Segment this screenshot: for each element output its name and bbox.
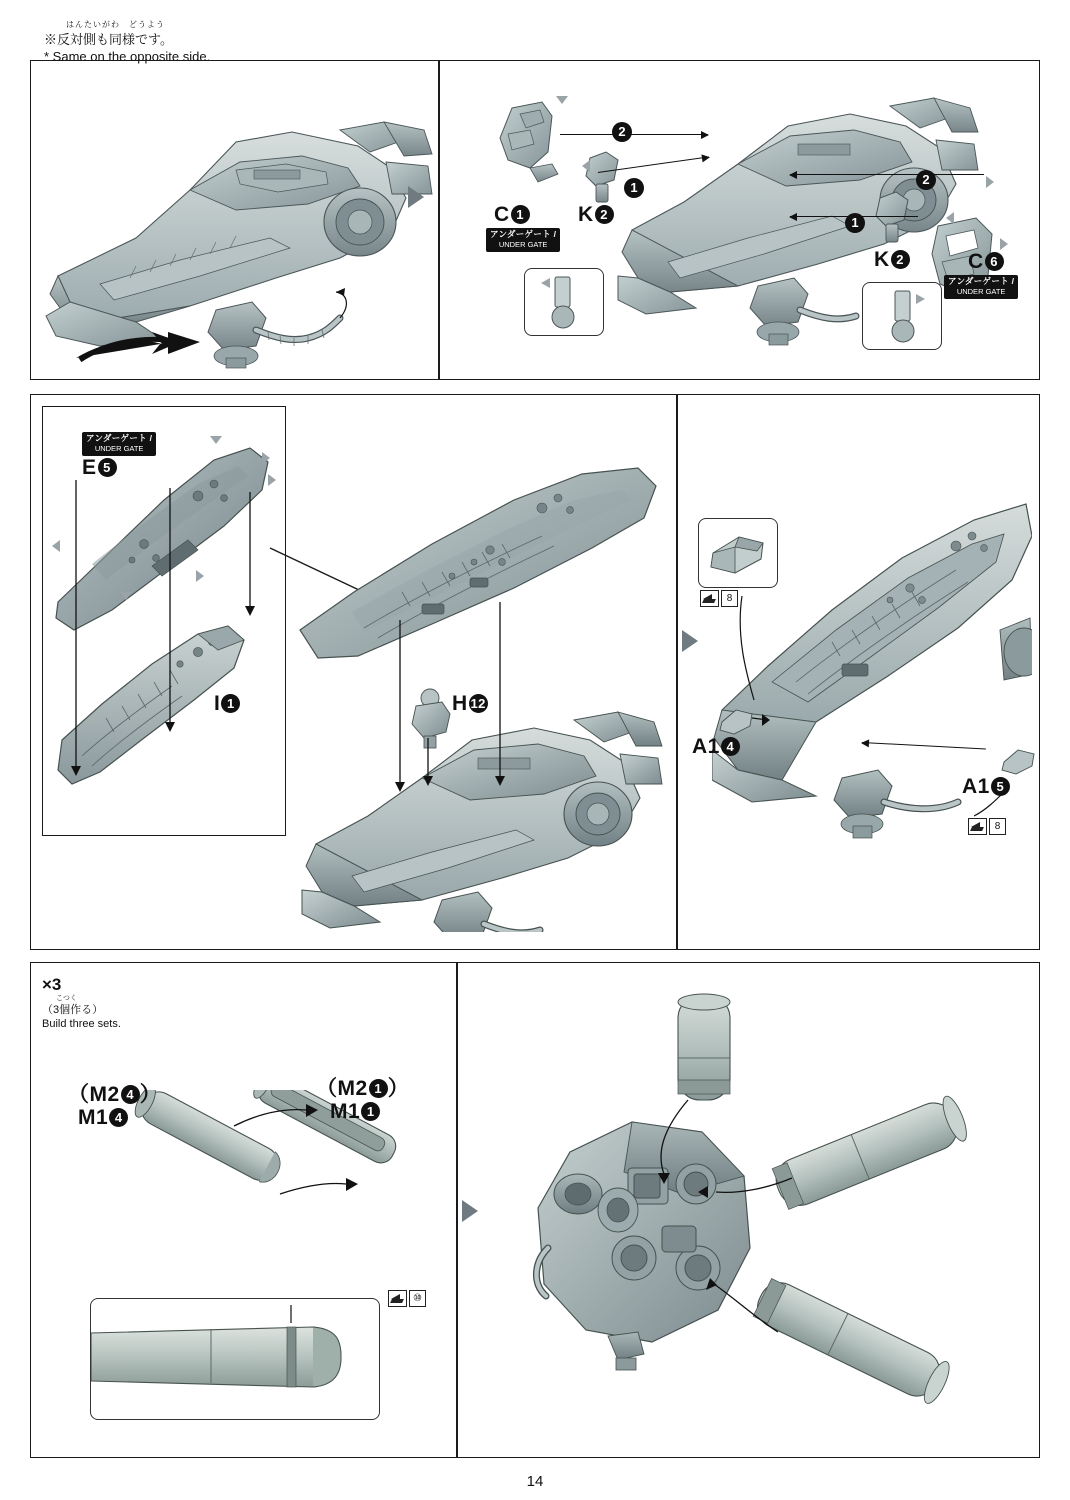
part-label-a14: A1 4 [692,735,740,759]
note-english: * Same on the opposite side. [44,49,211,65]
nipper-icon-3 [388,1290,407,1307]
cut-count-a14: 8 [721,590,738,607]
step-arrow-1 [408,186,424,208]
part-label-i1: I 1 [214,692,240,716]
cut-count-tube: ⑩ [409,1290,426,1307]
gate-triangle-e5-a [210,436,222,444]
part-label-m2-1: （M2 1 ） [316,1077,410,1100]
step-1-left-illustration [40,70,436,370]
step-arrow-2 [682,630,698,652]
gate-triangle-i1 [196,570,204,582]
part-a15-piece [996,740,1046,780]
part-label-a15: A1 5 [962,775,1010,799]
gate-triangle-e5-d [52,540,60,552]
repeat-en: Build three sets. [42,1017,121,1030]
callout-leader-a15 [958,786,1014,826]
part-label-m1-1: M1 1 [330,1100,380,1124]
step-3-right-illustration [492,988,1032,1438]
gate-triangle-e5-b [262,452,270,464]
marker-2-left: 2 [612,122,632,142]
part-label-m2-4: （M2 4 ） [68,1083,162,1106]
part-label-e5: E 5 [82,456,117,480]
cut-count-a15: 8 [989,818,1006,835]
undergate-badge-e5: アンダーゲート / UNDER GATE [82,432,156,456]
gate-marker-triangle [556,96,568,104]
part-label-h12: H 12 [452,692,486,715]
marker-2-right: 2 [916,170,936,190]
assembly-arrow-c6 [790,174,984,175]
step-3-left-illustration [130,1090,440,1270]
step-1-inner-divider [438,60,440,380]
part-label-k2-right: K 2 [874,248,910,272]
part-a14-piece [716,700,772,740]
marker-1-right: 1 [845,213,865,233]
detail-callout-k2-right [862,282,942,350]
gate-marker-triangle-3 [986,176,994,188]
gate-marker-triangle-4 [1000,238,1008,250]
gate-marker-triangle-5 [946,212,954,224]
detail-callout-a14 [698,518,778,588]
note-ruby: はんたいがわ どうよう [66,20,165,29]
marker-1-left: 1 [624,178,644,198]
part-label-c1: C 1 [494,203,530,227]
detail-callout-k2-left [524,268,604,336]
callout-leader-a14 [732,596,772,706]
gate-triangle-e5-e [120,592,132,600]
cut-mark-tube [388,1290,426,1307]
gate-marker-triangle-2 [582,160,590,172]
step-arrow-3 [462,1200,478,1222]
undergate-badge-c1: アンダーゲート / UNDER GATE [486,228,560,252]
part-label-c6: C 6 [968,250,1004,274]
part-label-k2-left: K 2 [578,203,614,227]
page-number: 14 [526,1473,544,1490]
build-three-sets-note [42,974,121,1032]
part-label-m1-4: M1 4 [78,1106,128,1130]
opposite-side-note [44,20,210,66]
detail-callout-tube [90,1298,380,1420]
undergate-badge-c6: アンダーゲート / UNDER GATE [944,275,1018,299]
repeat-count: ×3 [42,975,62,994]
repeat-jp: （3個作る） [42,1004,104,1016]
note-japanese: ※反対側も同様です。 [44,31,173,47]
step-2-inner-divider [676,394,678,950]
subpanel-drop-arrows [64,468,274,798]
step-3-inner-divider [456,962,458,1458]
nipper-icon [700,590,719,607]
assembly-arrow-c1 [560,134,708,135]
gate-triangle-e5-c [268,474,276,486]
repeat-ruby: こつく [56,995,77,1003]
